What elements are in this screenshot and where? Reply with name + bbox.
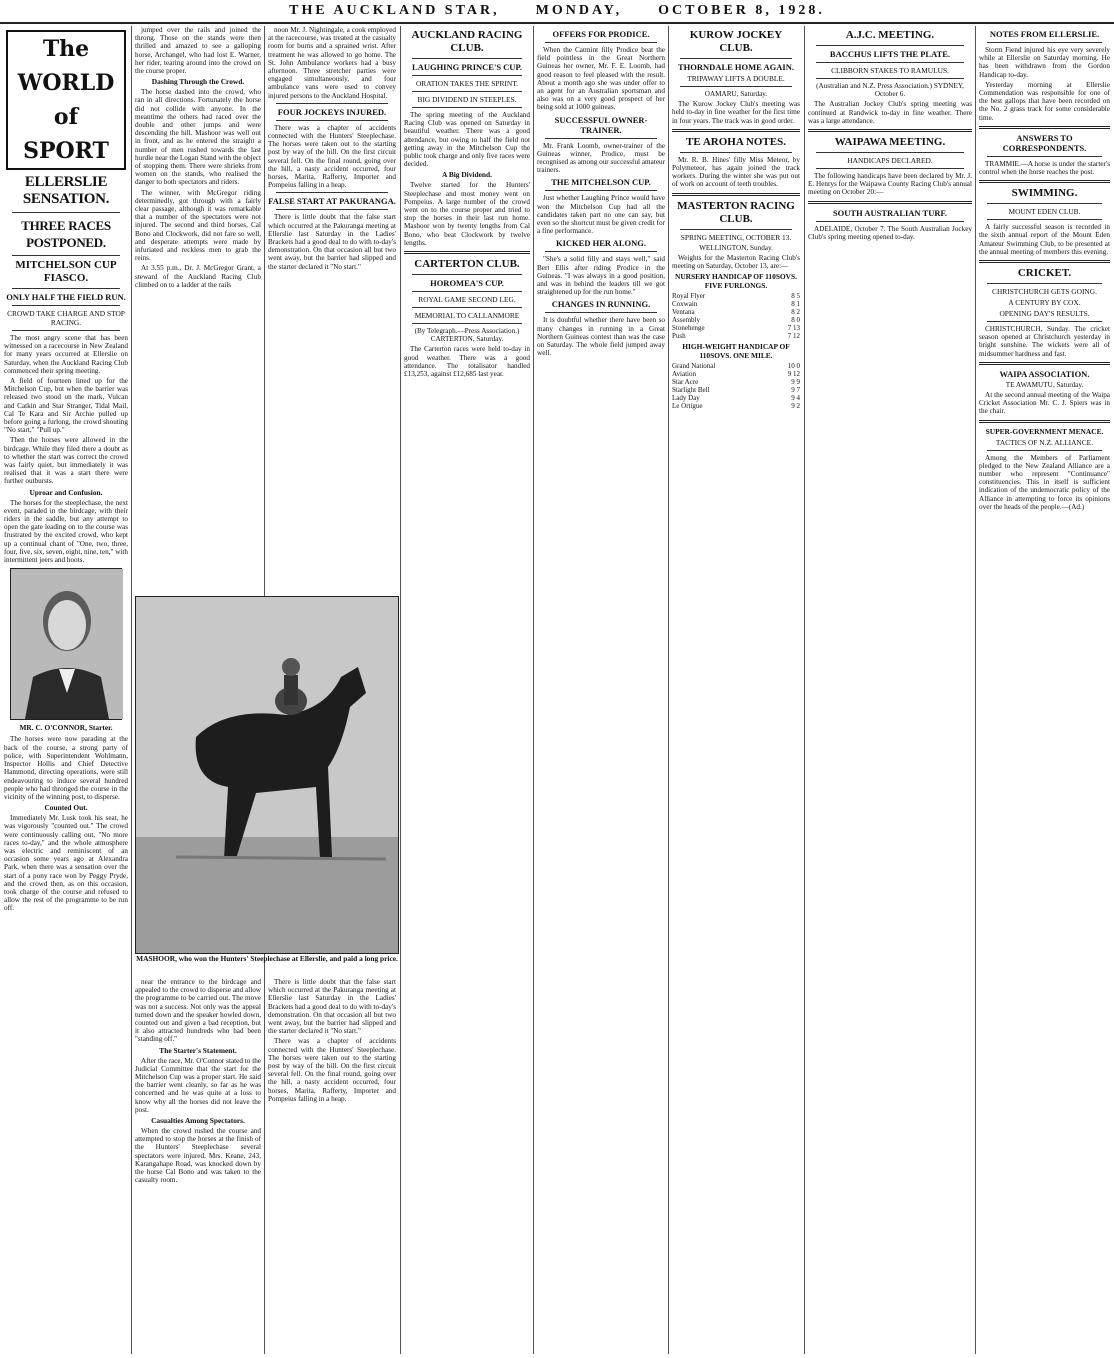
sub-headline: OPENING DAY'S RESULTS. <box>999 309 1090 319</box>
article-paragraph: The spring meeting of the Auckland Racing Club was opened on Saturday in beautiful weather. There was a good attendance, but owing to half the field not getting away in the Mitchelson Cup the public took charge and only five races were decided. <box>404 111 530 169</box>
column-rule <box>975 26 976 1354</box>
article-paragraph: The horses for the steeplechase, the next event, paraded in the birdcage, with their riders in the saddle, but any attempt to open the gate leading on to the course was frustrated by the excited crowd, who kept up a continual chant of "One, two, three, four, five, six, seven, eight, nine, ten," with intermittent jeers and hoots. <box>4 498 128 565</box>
section-heading: Dashing Through the Crowd. <box>151 77 245 87</box>
section-heading: SUCCESSFUL OWNER-TRAINER. <box>554 114 648 135</box>
section-heading: CHANGES IN RUNNING. <box>551 299 651 310</box>
column-ajc-meeting <box>808 26 972 1354</box>
article-paragraph: A field of fourteen lined up for the Mitchelson Cup, but when the barrier was released two stood on the mark, Vulcan and Catkin and Star Stranger, Tidal Mail, Cal Te Kara and Sir Archie pulled up before going a furlong, the crowd shouting "No start," "Pull up." <box>4 377 128 435</box>
sub-headline: ROYAL GAME SECOND LEG. <box>418 295 516 305</box>
article-paragraph: The winner, with McGregor riding determinedly, got through with a fairly clear passage, although it was remarkable that a number of the spectators were not injured. The second and third horses, Cal Bono and Clockwork, did not fare so well, and desperate attempts were made by infuriated and reckless men to grab the reins. <box>135 188 261 263</box>
sub-headline: LAUGHING PRINCE'S CUP. <box>412 62 522 72</box>
dateline: (Australian and N.Z. Press Association.) SYDNEY, October 6. <box>816 82 964 99</box>
section-heading: Casualties Among Spectators. <box>151 1116 245 1126</box>
section-title: KUROW JOCKEY CLUB. <box>689 29 783 54</box>
portrait-photo <box>10 568 122 720</box>
section-title: SOUTH AUSTRALIAN TURF. <box>832 207 948 218</box>
horse-name: Star Acre <box>672 378 699 387</box>
article-paragraph: At the second annual meeting of the Waipa Cricket Association Mr. C. J. Spiers was in the chair. <box>979 391 1110 416</box>
column-world-of-sport <box>4 26 128 1354</box>
dateline: WELLINGTON, Sunday. <box>699 243 773 252</box>
horse-weight: 9 12 <box>787 370 800 379</box>
horse-weight: 9 9 <box>791 378 800 387</box>
article-paragraph: Storm Fiend injured his eye very severely while at Ellerslie on Saturday morning. He has been withdrawn from the Gordon Handicap to-day. <box>979 46 1110 79</box>
column-rule <box>131 26 132 1354</box>
sub-headline: ORATION TAKES THE SPRINT. <box>415 79 519 88</box>
section-title: WAIPAWA MEETING. <box>834 136 946 149</box>
article-paragraph: When the crowd rushed the course and attempted to stop the horses at the finish of the Hunters' Steeplechase several spectators were injured. Mrs. Keane, 243, Karangahape Road, was knocked down by the horse Cal Bono and was taken to the casualty room. <box>135 1127 261 1185</box>
article-paragraph: near the entrance to the birdcage and appealed to the crowd to disperse and allow the programme to be carried out. The move was not a success. Not only was the appeal turned down and the speaker howled down, counted out and given a bad reception, but it also attracted hundreds who had been "standing off." <box>135 978 261 1044</box>
weight-row <box>672 308 800 316</box>
horse-name: Assembly <box>672 316 700 325</box>
column-prodice <box>537 26 665 1354</box>
article-paragraph: Mr. R. B. Hines' filly Miss Meteor, by Polymeteor, has again joined the track workers. During the winter she was put out of work on account of teeth troubles. <box>672 155 800 189</box>
column-rule <box>668 26 669 1354</box>
horse-weight: 8 2 <box>791 308 800 317</box>
weight-row <box>672 402 800 410</box>
horse-name: Royal Flyer <box>672 292 706 301</box>
article-paragraph: Twelve started for the Hunters' Steeplechase and most money went on Pompeius. A large number of the crowd went on to the course proper and tried to stop the horses in their last run home. Mashoor won by twenty lengths from Cal Bono, who beat Clockwork by twelve lengths. <box>404 181 530 247</box>
sub-headline: SPRING MEETING, OCTOBER 13. <box>680 232 792 242</box>
article-paragraph: ADELAIDE, October 7. The South Australian Jockey Club's spring meeting opened to-day. <box>808 224 972 241</box>
article-paragraph: When the Catmint filly Prodice beat the field pointless in the Great Northern Guineas her owner, Mr. F. E. Loomb, had good reason to feel pleased with the result. About a month ago she was under offer to an agent for an Australian sportsman and also was on a very good prospect of her being sold at 1000 guineas. <box>537 46 665 112</box>
section-heading: KICKED HER ALONG. <box>556 238 646 249</box>
dateline: (By Telegraph.—Press Association.) CARTERTON, Saturday. <box>414 327 520 344</box>
dateline: TE AWAMUTU, Saturday. <box>1005 380 1084 389</box>
weight-row <box>672 378 800 386</box>
race-heading: HIGH-WEIGHT HANDICAP OF 110SOVS. ONE MILE. <box>682 342 790 361</box>
section-title: MASTERTON RACING CLUB. <box>677 199 795 225</box>
horse-name: Ventana <box>672 308 695 317</box>
world-of-sport-banner: The WORLD of SPORT <box>6 30 126 170</box>
column-kurow-jockey-club <box>672 26 800 1354</box>
sub-headline: SUPER-GOVERNMENT MENACE. <box>985 426 1104 436</box>
horse-weight: 8 1 <box>791 300 800 309</box>
weight-row <box>672 332 800 340</box>
article-paragraph: Yesterday morning at Ellerslie Commendation was responsible for one of the best gallops that have been recorded on the No. 2 grass track for some considerable time. <box>979 80 1110 122</box>
section-title: A.J.C. MEETING. <box>845 29 935 41</box>
column-three-bottom <box>268 978 396 1354</box>
sub-headline: HANDICAPS DECLARED. <box>847 156 933 166</box>
sub-headline: THREE RACES POSTPONED. <box>21 218 111 250</box>
column-rule <box>400 26 401 1354</box>
race-heading: NURSERY HANDICAP OF 110SOVS. FIVE FURLONGS. <box>675 272 797 291</box>
section-heading: Counted Out. <box>44 803 88 813</box>
section-title: SWIMMING. <box>1011 187 1078 200</box>
column-auckland-racing-club <box>404 26 530 1354</box>
article-paragraph: It is doubtful whether there have been so many changes in running in a Great Northern Guineas contest than was the case on Saturday. The whole field jumped away well. <box>537 316 665 358</box>
section-title: WAIPA ASSOCIATION. <box>999 368 1090 379</box>
section-title: AUCKLAND RACING CLUB. <box>411 29 523 54</box>
horse-name: Coxwain <box>672 300 698 309</box>
horse-name: Aviation <box>672 370 696 379</box>
portrait-caption: MR. C. O'CONNOR, Starter. <box>19 723 113 733</box>
horse-name: Grand National <box>672 362 716 371</box>
horse-illustration <box>136 597 398 953</box>
sub-headline: BIG DIVIDEND IN STEEPLES. <box>417 95 517 104</box>
article-paragraph: "She's a solid filly and stays well," said Bert Ellis after riding Prodice in the Guineas. "I was always in a good position, and was in behind the leaders till we got straightened up for the run home." <box>537 255 665 297</box>
sub-headline: CLIBBORN STAKES TO RAMULUS. <box>831 66 949 75</box>
sub-headline: MOUNT EDEN CLUB. <box>1008 207 1081 217</box>
horse-weight: 9 7 <box>791 386 800 395</box>
column-two-top <box>135 26 261 592</box>
horse-weight: 8 5 <box>791 292 800 301</box>
weight-row <box>672 300 800 308</box>
headline: ELLERSLIE SENSATION. <box>22 174 110 207</box>
horse-photo <box>135 596 399 954</box>
section-heading: FOUR JOCKEYS INJURED. <box>277 106 387 117</box>
masthead <box>0 0 1114 24</box>
column-three-top <box>268 26 396 592</box>
horse-name: Stonehenge <box>672 324 705 333</box>
article-paragraph: TRAMMIE.—A horse is under the starter's control when the horse reaches the post. <box>979 159 1110 177</box>
article-paragraph: The Kurow Jockey Club's meeting was held to-day in fine weather for the first time in four years. The track was in good order. <box>672 100 800 125</box>
horse-photo-caption: MASHOOR, who won the Hunters' Steeplechase at Ellerslie, and paid a long price. <box>136 954 398 963</box>
section-heading: A Big Dividend. <box>442 170 492 180</box>
weights-table <box>672 292 800 340</box>
article-paragraph: noon Mr. J. Nightingale, a cook employed at the racecourse, was treated at the casualty room for burns and a sprained wrist. After treatment he was allowed to go home. The St. John Ambulance workers had a busy afternoon. Three stretcher parties were engaged simultaneously, and four ambulance vans were used to convey injured persons to the Auckland Hospital. <box>268 26 396 100</box>
article-paragraph: The horses were now parading at the back of the course, a strong party of police, with Superintendent Wohlmann, Inspector Hollis and Chief Detective Hammond, directing operations, were still endeavouring to induce several hundred people who had thronged the course in the vicinity of the winning post, to disperse. <box>4 735 128 801</box>
masthead-date: OCTOBER 8, 1928. <box>658 3 825 18</box>
weight-row <box>672 316 800 324</box>
article-paragraph: Mr. Frank Loomb, owner-trainer of the Guineas winner, Prodice, must be recognised as among our successful amateur trainers. <box>537 141 665 175</box>
article-paragraph: The Australian Jockey Club's spring meeting was continued at Randwick to-day in fine weather. There was a large attendance. <box>808 100 972 125</box>
horse-weight: 8 0 <box>791 316 800 325</box>
sub-headline: CROWD TAKE CHARGE AND STOP RACING. <box>7 309 125 327</box>
sub-headline: MITCHELSON CUP FIASCO. <box>15 259 117 284</box>
masthead-day: MONDAY, <box>535 3 623 18</box>
article-paragraph: Just whether Laughing Prince would have won the Mitchelson Cup had all the candidates taken part no one can say, but even so the shortcut must be given credit for a fine performance. <box>537 194 665 236</box>
article-paragraph: A fairly successful season is recorded in the sixth annual report of the Mount Eden Amateur Swimming Club, to be presented at the annual meeting of members this evening. <box>979 223 1110 256</box>
sub-headline: THORNDALE HOME AGAIN. <box>678 62 794 72</box>
weight-row <box>672 370 800 378</box>
sub-headline: ONLY HALF THE FIELD RUN. <box>6 292 126 302</box>
section-title: CARTERTON CLUB. <box>414 258 520 271</box>
dateline: OAMARU, Saturday. <box>704 90 768 98</box>
article-paragraph: There is little doubt that the false start which occurred at the Pakuranga meeting at Ellerslie last Saturday in the Ladies' Brackets had a good deal to do with to-day's demonstration. On that occasion all but two went away, but the barrier had slipped and the starter declared it "No start." <box>268 213 396 271</box>
sub-headline: MEMORIAL TO CALLANMORE <box>414 311 520 321</box>
horse-weight: 7 12 <box>787 332 800 341</box>
article-paragraph: There was a chapter of accidents connected with the Hunters' Steeplechase. The horses were taken out to the starting post by way of the hill. On the first circuit several fell. On the final round, going over the hill, a nasty accident occurred, four horses, Marita, Rafferty, Importer and Pompeius falling in a heap. <box>268 123 396 190</box>
article-paragraph: The horse dashed into the crowd, who ran in all directions. Fortunately the horse did not collide with anyone. In the meantime the others had raced over the double and other jumps and were descending the hill. Mashoor was well out in front, and as he entered the straight a number of men rushed towards the last hurdle near the Logan Stand with the object of stopping them. There were shrieks from women on the stands, who realised the danger to both spectators and riders. <box>135 88 261 187</box>
horse-weight: 10 0 <box>787 362 800 371</box>
article-paragraph: Weights for the Masterton Racing Club's meeting on Saturday, October 13, are:— <box>672 253 800 271</box>
sub-headline: HOROMEA'S CUP. <box>430 278 504 289</box>
section-heading: The Starter's Statement. <box>159 1045 237 1055</box>
portrait-illustration <box>11 569 123 719</box>
sub-headline: A CENTURY BY COX. <box>1008 298 1081 308</box>
masthead-paper: THE AUCKLAND STAR, <box>289 3 500 18</box>
section-title: ANSWERS TO CORRESPONDENTS. <box>1002 132 1087 153</box>
horse-name: Push <box>672 332 686 341</box>
section-heading: FALSE START AT PAKURANGA. <box>268 196 396 207</box>
weight-row <box>672 386 800 394</box>
column-two-bottom <box>135 978 261 1354</box>
weight-row <box>672 362 800 370</box>
sub-headline: TRIPAWAY LIFTS A DOUBLE. <box>687 74 785 83</box>
section-heading: Uproar and Confusion. <box>29 487 103 497</box>
column-notes-from-ellerslie <box>979 26 1110 1354</box>
weight-row <box>672 292 800 300</box>
article-paragraph: CHRISTCHURCH, Sunday. The cricket season opened at Christchurch yesterday in bright sunshine. The wickets were all of midsummer hardness and fast. <box>979 325 1110 358</box>
horse-name: Lady Day <box>672 394 700 403</box>
sub-headline: CHRISTCHURCH GETS GOING. <box>992 287 1097 297</box>
article-paragraph: Among the Members of Parliament pledged to the New Zealand Alliance are a number who represent "Continuance" constituencies. This in itself is sufficient indication of the undemocratic policy of the Alliance in attempting to force its opinions over the heads of the people.—(Ad.) <box>979 453 1110 511</box>
article-paragraph: There was a chapter of accidents connected with the Hunters' Steeplechase. The horses were taken out to the starting post by way of the hill. On the first circuit several fell. On the final round, going over the hill, a nasty accident occurred, four horses, Marita, Rafferty, Importer and Pompeius falling in a heap. <box>268 1037 396 1103</box>
horse-weight: 7 13 <box>787 324 800 333</box>
column-rule <box>533 26 534 1354</box>
article-paragraph: There is little doubt that the false start which occurred at the Pakuranga meeting at Ellerslie last Saturday in the Ladies' Brackets had a good deal to do with to-day's demonstration. On that occasion all but two went away, but the barrier had slipped and the starter declared it "No start." <box>268 978 396 1036</box>
sub-headline: BACCHUS LIFTS THE PLATE. <box>829 49 951 59</box>
section-title: CRICKET. <box>1017 267 1072 280</box>
article-paragraph: jumped over the rails and joined the throng. Those on the stands were then thrilled and amazed to see a galloping horse, Archangel, who had lost E. Warner, her rider, tearing around into the crowd on the course proper. <box>135 26 261 76</box>
weights-table <box>672 362 800 410</box>
horse-weight: 9 2 <box>791 402 800 411</box>
column-rule <box>804 26 805 1354</box>
section-title: OFFERS FOR PRODICE. <box>552 29 650 39</box>
weight-row <box>672 324 800 332</box>
horse-name: Le Ortigue <box>672 402 703 411</box>
article-paragraph: The Carterton races were held to-day in good weather. There was a good attendance. The totalisator handled £13,253, against £12,685 last year. <box>404 345 530 379</box>
article-paragraph: Immediately Mr. Lusk took his seat, he was vigorously "counted out." The crowd were continuously calling out, "No more races to-day," and the whole atmosphere was electric and reminiscent of an occasion some years ago at Alexandra Park, when there was a sensation over the start of a pony race won by Peggy Pryde, and the crowd then, as on this occasion, took charge of the course and refused to allow the rest of the programme to be run off. <box>4 814 128 913</box>
article-paragraph: The following handicaps have been declared by Mr. J. E. Henrys for the Waipawa County Racing Club's annual meeting on October 20:— <box>808 172 972 197</box>
article-paragraph: Then the horses were allowed in the birdcage. While they filed there a doubt as to whether the start was correct the crowd was fairly quiet, but immediately it was realised that it was a start there were further outbursts. <box>4 436 128 486</box>
section-title: TE AROHA NOTES. <box>686 135 786 148</box>
section-heading: THE MITCHELSON CUP. <box>551 177 651 188</box>
weight-row <box>672 394 800 402</box>
article-paragraph: The most angry scene that has been witnessed on a racecourse in New Zealand for many years occurred at Ellerslie on Saturday, when the Auckland Racing Club commenced their spring meeting. <box>4 334 128 375</box>
section-title: NOTES FROM ELLERSLIE. <box>989 29 1100 39</box>
article-paragraph: At 3.55 p.m., Dr. J. McGregor Grant, a steward of the Auckland Racing Club climbed on to a ladder at the rails <box>135 264 261 289</box>
horse-name: Starlight Bell <box>672 386 710 395</box>
horse-weight: 9 4 <box>791 394 800 403</box>
sub-headline: TACTICS OF N.Z. ALLIANCE. <box>995 437 1094 447</box>
article-paragraph: After the race, Mr. O'Connor stated to the Judicial Committee that the start for the Mitchelson Cup was a proper start. He said the barrier went cleanly, so far as he was concerned and he was quite at a loss to know why all the horses did not leave the post. <box>135 1056 261 1114</box>
